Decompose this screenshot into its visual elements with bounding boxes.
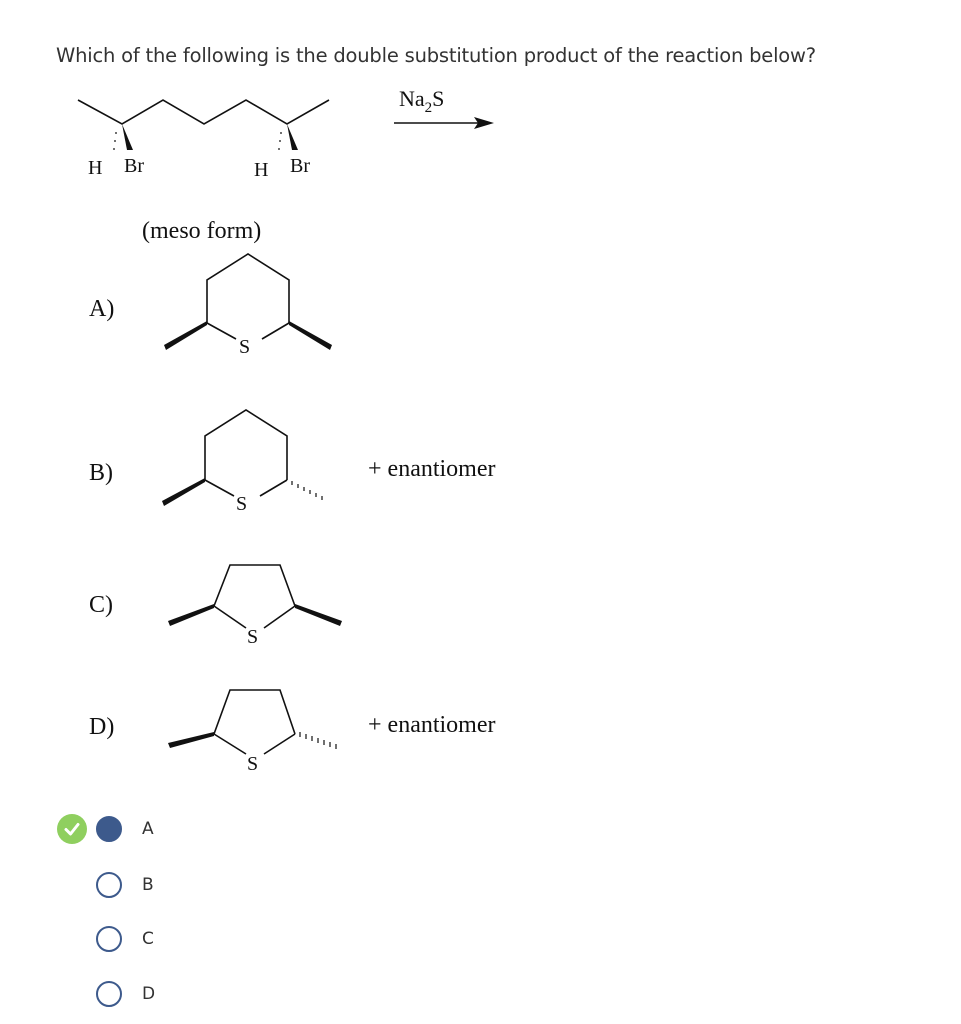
h-label-2: H bbox=[254, 159, 269, 181]
choice-d-label: D bbox=[142, 984, 156, 1004]
radio-d[interactable] bbox=[96, 981, 122, 1007]
option-a-label: A) bbox=[89, 296, 115, 322]
choice-c-label: C bbox=[142, 929, 154, 949]
option-d-note: + enantiomer bbox=[368, 712, 496, 738]
br-label-1: Br bbox=[124, 155, 144, 177]
option-d-structure bbox=[168, 690, 336, 775]
option-d-sulfur: S bbox=[247, 753, 259, 775]
option-b-note: + enantiomer bbox=[368, 456, 496, 482]
reagent-label: $Na_2S$ bbox=[399, 86, 445, 116]
option-c-structure bbox=[168, 565, 342, 648]
question-text: Which of the following is the double substitution product of the reaction below? bbox=[56, 44, 816, 67]
choice-a-label: A bbox=[142, 819, 154, 839]
choice-a[interactable] bbox=[96, 812, 396, 846]
check-icon bbox=[57, 814, 87, 844]
reaction-arrow bbox=[394, 117, 494, 129]
h-label-1: H bbox=[88, 157, 103, 179]
radio-c[interactable] bbox=[96, 926, 122, 952]
wedge-bond-1 bbox=[122, 124, 133, 150]
option-b-sulfur: S bbox=[236, 493, 248, 515]
radio-b[interactable] bbox=[96, 872, 122, 898]
option-c-label: C) bbox=[89, 592, 113, 618]
wedge-bond-2 bbox=[287, 124, 298, 150]
choice-b-label: B bbox=[142, 875, 154, 895]
choice-b[interactable] bbox=[96, 868, 396, 902]
br-label-2: Br bbox=[290, 155, 310, 177]
option-b-label: B) bbox=[89, 460, 113, 486]
choice-c[interactable] bbox=[96, 922, 396, 956]
option-a-sulfur: S bbox=[239, 336, 251, 358]
option-b-structure bbox=[162, 410, 322, 515]
option-d-label: D) bbox=[89, 714, 115, 740]
radio-a[interactable] bbox=[96, 816, 122, 842]
choice-d[interactable] bbox=[96, 977, 396, 1011]
option-c-sulfur: S bbox=[247, 626, 259, 648]
meso-label: (meso form) bbox=[142, 218, 262, 244]
option-a-structure bbox=[164, 254, 332, 358]
